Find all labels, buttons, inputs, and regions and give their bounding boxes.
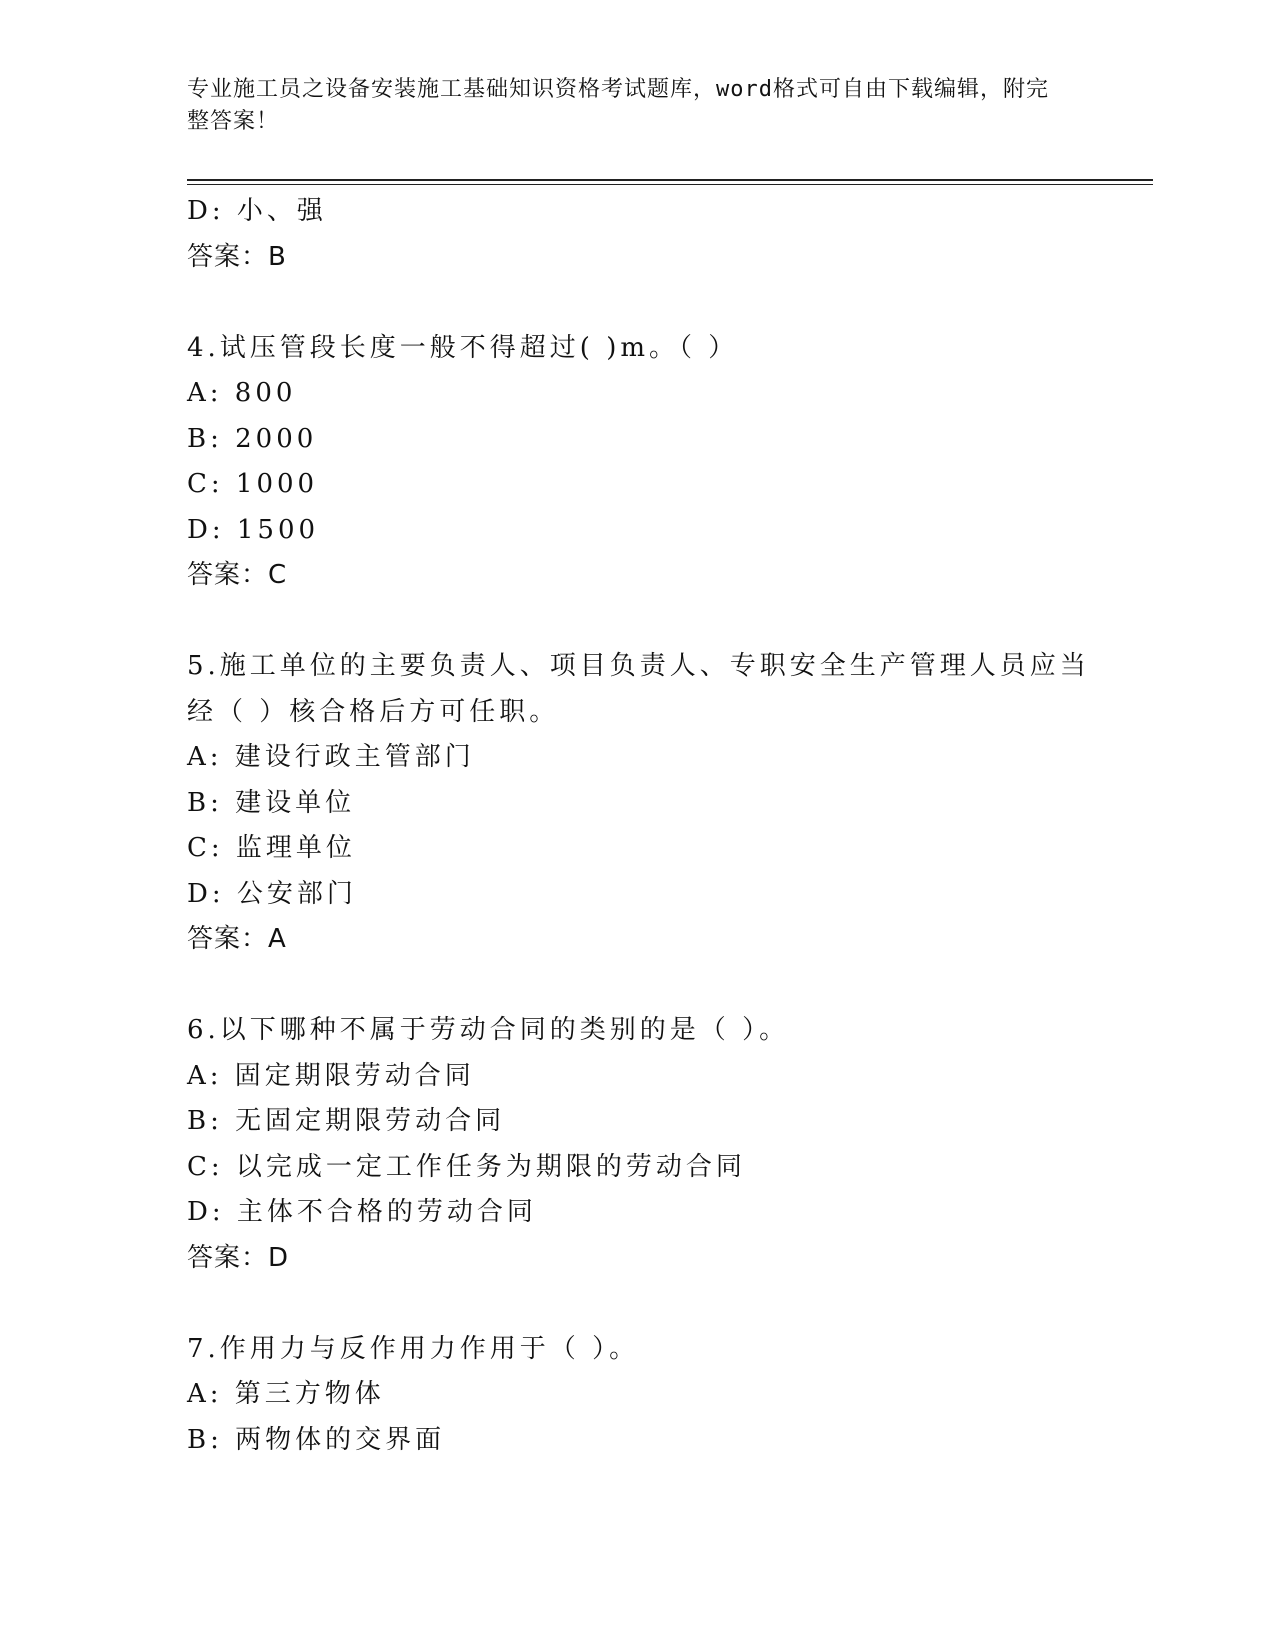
answer-line: 答案：A <box>187 924 287 954</box>
option-line: 经（ ）核合格后方可任职。 <box>187 696 560 727</box>
option-line: A: 固定期限劳动合同 <box>187 1060 475 1091</box>
answer-line: 答案：C <box>187 560 288 590</box>
question-gap <box>187 599 1087 645</box>
option-line: B: 建设单位 <box>187 787 356 818</box>
option-line: A: 建设行政主管部门 <box>187 742 475 772</box>
answer-line: 答案：D <box>187 1242 290 1273</box>
option-line: B: 无固定期限劳动合同 <box>187 1106 506 1136</box>
question-stem: 5.施工单位的主要负责人、项目负责人、专职安全生产管理人员应当 <box>187 651 1090 681</box>
header-divider-thick <box>187 179 1153 181</box>
document-header: 专业施工员之设备安装施工基础知识资格考试题库，word格式可自由下载编辑，附完整答案！ <box>187 77 1049 134</box>
option-line: D: 1500 <box>187 514 320 545</box>
option-line: D: 公安部门 <box>187 878 357 909</box>
option-line: D: 小、强 <box>187 196 327 226</box>
option-line: A: 第三方物体 <box>187 1379 385 1409</box>
question-gap <box>187 280 1087 326</box>
option-line: B: 两物体的交界面 <box>187 1424 446 1455</box>
question-gap <box>187 963 1087 1009</box>
question-list <box>187 189 1090 1463</box>
option-line: D: 主体不合格的劳动合同 <box>187 1197 537 1227</box>
answer-line: 答案：B <box>187 241 287 272</box>
question-stem: 4.试压管段长度一般不得超过( )m。（ ） <box>187 332 739 363</box>
header-divider-thin <box>187 184 1153 185</box>
option-line: C: 1000 <box>187 469 319 499</box>
option-line: C: 以完成一定工作任务为期限的劳动合同 <box>187 1151 746 1182</box>
question-stem: 7.作用力与反作用力作用于（ ）。 <box>187 1333 640 1364</box>
option-line: B: 2000 <box>187 423 318 454</box>
question-gap <box>187 1281 1087 1327</box>
option-line: C: 监理单位 <box>187 833 356 863</box>
question-stem: 6.以下哪种不属于劳动合同的类别的是（ ）。 <box>187 1015 790 1045</box>
option-line: A: 800 <box>187 378 297 408</box>
